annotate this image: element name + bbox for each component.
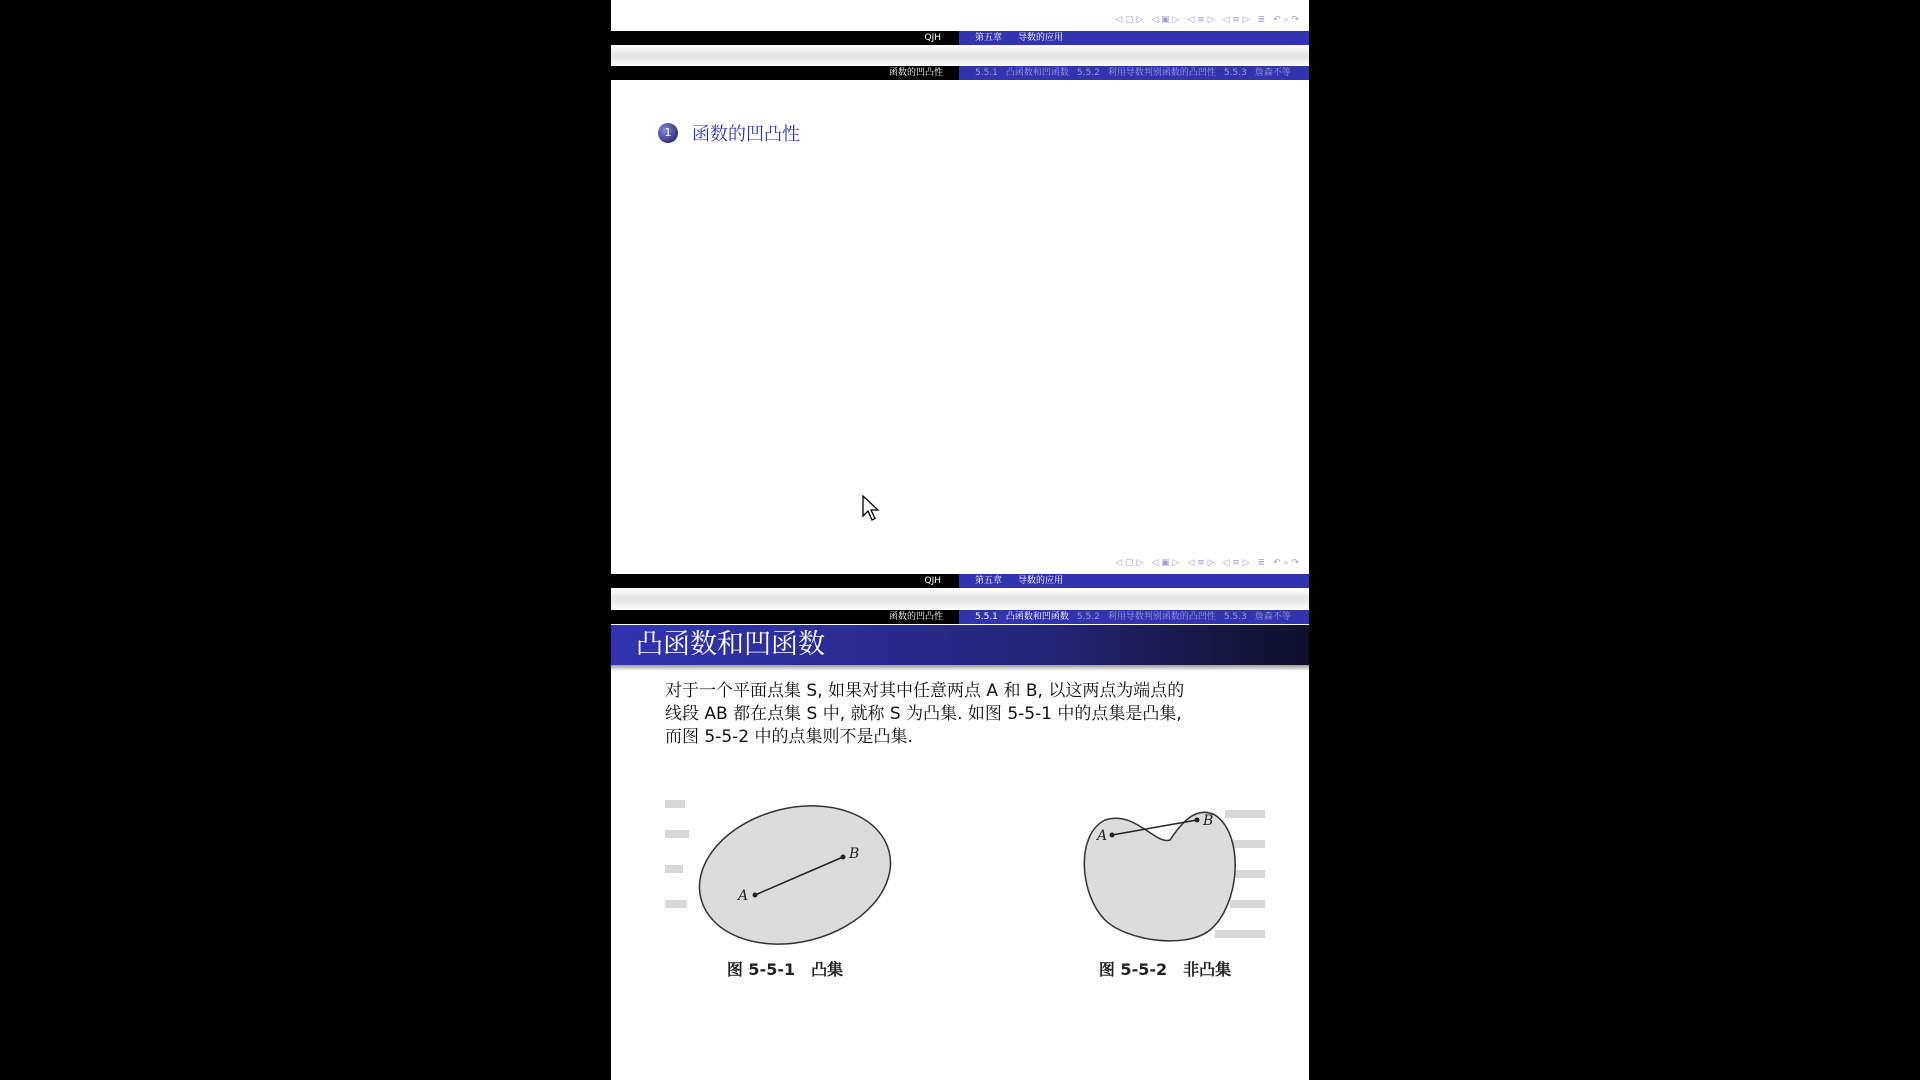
footer-chapter-title: 导数的应用 [1018, 33, 1064, 43]
point-a-label: A [738, 888, 749, 904]
slide-headline [611, 610, 1309, 624]
paragraph-line: 线段 AB 都在点集 S 中, 就称 S 为凸集. 如图 5-5-1 中的点集是凸集, [665, 704, 1182, 724]
headline-item[interactable]: 利用导数判别函数的凸凹性 [1107, 68, 1216, 78]
mouse-cursor-icon [861, 494, 881, 522]
paragraph-line: 而图 5-5-2 中的点集则不是凸集. [665, 727, 913, 747]
pdf-viewer-page[interactable] [611, 0, 1309, 1080]
beamer-nav-icons[interactable]: ◁ ▢ ▷ ◁ ▣ ▷ ◁ ≡ ▷ ◁ ≡ ▷ ≣ ↶ ⌕ ↷ [1115, 558, 1299, 568]
headline-item[interactable]: 5.5.2 [1076, 612, 1100, 622]
headline-item[interactable]: 凸函数和凹函数 [1005, 612, 1069, 622]
footer-author: QJH [611, 31, 959, 45]
figure-caption: 图 5-5-2 非凸集 [1098, 960, 1232, 979]
headline-section[interactable]: 函数的凹凸性 [611, 610, 959, 624]
figure-area [665, 790, 1265, 1010]
headline-item[interactable]: 詹森不等 [1254, 612, 1291, 622]
headline-item[interactable]: 5.5.1 [975, 68, 998, 78]
convex-set-figure [685, 790, 906, 979]
beamer-nav-icons[interactable]: ◁ ▢ ▷ ◁ ▣ ▷ ◁ ≡ ▷ ◁ ≡ ▷ ≣ ↶ ⌕ ↷ [1115, 15, 1299, 25]
slide-footer [611, 574, 1309, 588]
footer-author: QJH [611, 574, 959, 588]
frame-title: 凸函数和凹函数 [611, 625, 1309, 665]
headline-item[interactable]: 5.5.1 [975, 612, 998, 622]
footer-chapter-title: 导数的应用 [1018, 576, 1064, 586]
slide-paragraph [665, 680, 1265, 749]
headline-item[interactable]: 5.5.2 [1076, 68, 1100, 78]
paragraph-line: 对于一个平面点集 S, 如果对其中任意两点 A 和 B, 以这两点为端点的 [665, 681, 1185, 701]
headline-item[interactable]: 5.5.3 [1223, 612, 1247, 622]
page-gap [611, 589, 1309, 609]
slide-footer [611, 31, 1309, 45]
frame-title-shadow [611, 665, 1309, 671]
headline-item[interactable]: 詹森不等 [1254, 68, 1291, 78]
page-gap [611, 46, 1309, 66]
toc-item[interactable] [658, 120, 800, 146]
point-b-label: B [849, 846, 860, 862]
point-a-label: A [1097, 828, 1108, 844]
toc-label: 函数的凹凸性 [692, 124, 800, 145]
footer-chapter: 第五章 [975, 33, 1003, 43]
headline-item[interactable]: 利用导数判别函数的凸凹性 [1107, 612, 1216, 622]
toc-number-ball: 1 [658, 123, 678, 143]
figure-caption: 图 5-5-1 凸集 [726, 960, 844, 979]
headline-item[interactable]: 5.5.3 [1223, 68, 1247, 78]
footer-chapter: 第五章 [975, 576, 1003, 586]
nonconvex-set-figure [1084, 812, 1235, 979]
slide-headline [611, 66, 1309, 80]
headline-item[interactable]: 凸函数和凹函数 [1005, 68, 1069, 78]
point-b-label: B [1203, 813, 1214, 829]
headline-section[interactable]: 函数的凹凸性 [611, 66, 959, 80]
